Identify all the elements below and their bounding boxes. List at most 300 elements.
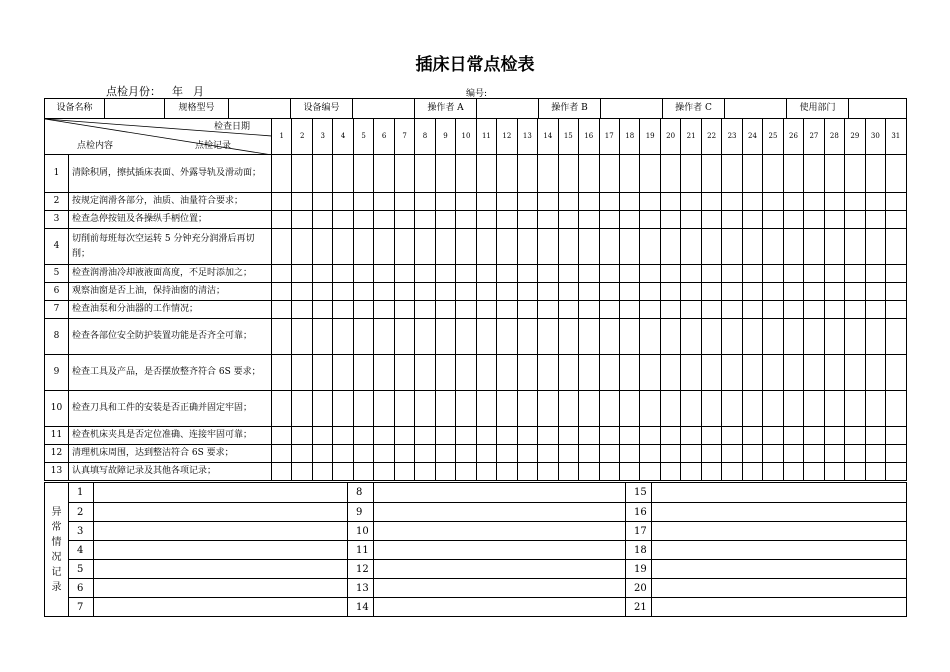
- check-cell[interactable]: [763, 301, 783, 319]
- check-cell[interactable]: [865, 155, 885, 193]
- check-cell[interactable]: [292, 445, 312, 463]
- operator-b-field[interactable]: [601, 99, 663, 119]
- abnormal-entry-field[interactable]: [652, 522, 907, 541]
- check-cell[interactable]: [558, 355, 578, 391]
- check-cell[interactable]: [640, 355, 660, 391]
- check-cell[interactable]: [538, 265, 558, 283]
- check-cell[interactable]: [804, 445, 824, 463]
- abnormal-entry-field[interactable]: [652, 598, 907, 617]
- check-cell[interactable]: [845, 427, 865, 445]
- check-cell[interactable]: [763, 463, 783, 481]
- check-cell[interactable]: [353, 355, 373, 391]
- check-cell[interactable]: [374, 229, 394, 265]
- check-cell[interactable]: [353, 445, 373, 463]
- abnormal-entry-field[interactable]: [94, 483, 348, 503]
- check-cell[interactable]: [353, 193, 373, 211]
- check-cell[interactable]: [579, 391, 599, 427]
- check-cell[interactable]: [435, 301, 455, 319]
- check-cell[interactable]: [722, 265, 742, 283]
- check-cell[interactable]: [415, 463, 435, 481]
- check-cell[interactable]: [824, 283, 844, 301]
- check-cell[interactable]: [415, 445, 435, 463]
- check-cell[interactable]: [865, 211, 885, 229]
- check-cell[interactable]: [701, 229, 721, 265]
- check-cell[interactable]: [415, 211, 435, 229]
- check-cell[interactable]: [394, 355, 414, 391]
- check-cell[interactable]: [722, 155, 742, 193]
- check-cell[interactable]: [660, 445, 680, 463]
- check-cell[interactable]: [312, 355, 332, 391]
- check-cell[interactable]: [722, 193, 742, 211]
- check-cell[interactable]: [272, 301, 292, 319]
- check-cell[interactable]: [517, 427, 537, 445]
- check-cell[interactable]: [804, 355, 824, 391]
- check-cell[interactable]: [353, 155, 373, 193]
- check-cell[interactable]: [640, 193, 660, 211]
- check-cell[interactable]: [742, 427, 762, 445]
- check-cell[interactable]: [292, 193, 312, 211]
- check-cell[interactable]: [579, 283, 599, 301]
- check-cell[interactable]: [538, 391, 558, 427]
- check-cell[interactable]: [476, 463, 496, 481]
- check-cell[interactable]: [845, 193, 865, 211]
- check-cell[interactable]: [579, 229, 599, 265]
- check-cell[interactable]: [415, 427, 435, 445]
- abnormal-entry-field[interactable]: [94, 579, 348, 598]
- check-cell[interactable]: [783, 445, 803, 463]
- check-cell[interactable]: [742, 155, 762, 193]
- check-cell[interactable]: [456, 445, 476, 463]
- check-cell[interactable]: [701, 463, 721, 481]
- check-cell[interactable]: [517, 355, 537, 391]
- check-cell[interactable]: [783, 193, 803, 211]
- check-cell[interactable]: [845, 155, 865, 193]
- check-cell[interactable]: [538, 319, 558, 355]
- check-cell[interactable]: [456, 463, 476, 481]
- check-cell[interactable]: [763, 211, 783, 229]
- check-cell[interactable]: [353, 229, 373, 265]
- check-cell[interactable]: [476, 427, 496, 445]
- abnormal-entry-field[interactable]: [374, 560, 626, 579]
- check-cell[interactable]: [435, 193, 455, 211]
- check-cell[interactable]: [353, 391, 373, 427]
- check-cell[interactable]: [456, 301, 476, 319]
- check-cell[interactable]: [374, 355, 394, 391]
- check-cell[interactable]: [742, 463, 762, 481]
- check-cell[interactable]: [394, 211, 414, 229]
- check-cell[interactable]: [579, 463, 599, 481]
- check-cell[interactable]: [599, 445, 619, 463]
- check-cell[interactable]: [394, 155, 414, 193]
- check-cell[interactable]: [886, 155, 906, 193]
- check-cell[interactable]: [640, 211, 660, 229]
- check-cell[interactable]: [292, 355, 312, 391]
- check-cell[interactable]: [599, 391, 619, 427]
- check-cell[interactable]: [435, 283, 455, 301]
- check-cell[interactable]: [783, 391, 803, 427]
- check-cell[interactable]: [619, 229, 639, 265]
- check-cell[interactable]: [558, 319, 578, 355]
- check-cell[interactable]: [435, 229, 455, 265]
- check-cell[interactable]: [640, 319, 660, 355]
- check-cell[interactable]: [619, 265, 639, 283]
- check-cell[interactable]: [824, 211, 844, 229]
- check-cell[interactable]: [517, 193, 537, 211]
- check-cell[interactable]: [374, 193, 394, 211]
- check-cell[interactable]: [824, 355, 844, 391]
- check-cell[interactable]: [865, 193, 885, 211]
- check-cell[interactable]: [865, 445, 885, 463]
- check-cell[interactable]: [333, 265, 353, 283]
- check-cell[interactable]: [312, 391, 332, 427]
- check-cell[interactable]: [435, 155, 455, 193]
- check-cell[interactable]: [476, 319, 496, 355]
- device-name-field[interactable]: [105, 99, 165, 119]
- abnormal-entry-field[interactable]: [94, 598, 348, 617]
- abnormal-entry-field[interactable]: [374, 541, 626, 560]
- check-cell[interactable]: [865, 427, 885, 445]
- check-cell[interactable]: [497, 229, 517, 265]
- check-cell[interactable]: [640, 155, 660, 193]
- check-cell[interactable]: [763, 283, 783, 301]
- check-cell[interactable]: [824, 301, 844, 319]
- check-cell[interactable]: [353, 427, 373, 445]
- check-cell[interactable]: [660, 355, 680, 391]
- check-cell[interactable]: [497, 211, 517, 229]
- abnormal-entry-field[interactable]: [94, 503, 348, 522]
- check-cell[interactable]: [722, 229, 742, 265]
- check-cell[interactable]: [681, 391, 701, 427]
- check-cell[interactable]: [599, 229, 619, 265]
- check-cell[interactable]: [538, 193, 558, 211]
- check-cell[interactable]: [681, 229, 701, 265]
- check-cell[interactable]: [292, 265, 312, 283]
- check-cell[interactable]: [272, 391, 292, 427]
- check-cell[interactable]: [701, 193, 721, 211]
- check-cell[interactable]: [497, 155, 517, 193]
- check-cell[interactable]: [681, 155, 701, 193]
- check-cell[interactable]: [783, 319, 803, 355]
- check-cell[interactable]: [312, 211, 332, 229]
- check-cell[interactable]: [886, 427, 906, 445]
- check-cell[interactable]: [374, 301, 394, 319]
- check-cell[interactable]: [292, 391, 312, 427]
- abnormal-entry-field[interactable]: [652, 483, 907, 503]
- check-cell[interactable]: [517, 283, 537, 301]
- model-field[interactable]: [229, 99, 291, 119]
- check-cell[interactable]: [353, 265, 373, 283]
- check-cell[interactable]: [660, 301, 680, 319]
- check-cell[interactable]: [538, 211, 558, 229]
- check-cell[interactable]: [374, 319, 394, 355]
- check-cell[interactable]: [415, 355, 435, 391]
- check-cell[interactable]: [619, 211, 639, 229]
- check-cell[interactable]: [558, 265, 578, 283]
- check-cell[interactable]: [742, 211, 762, 229]
- check-cell[interactable]: [824, 155, 844, 193]
- check-cell[interactable]: [517, 391, 537, 427]
- check-cell[interactable]: [599, 355, 619, 391]
- check-cell[interactable]: [763, 427, 783, 445]
- check-cell[interactable]: [456, 283, 476, 301]
- check-cell[interactable]: [845, 463, 865, 481]
- check-cell[interactable]: [886, 211, 906, 229]
- check-cell[interactable]: [804, 193, 824, 211]
- check-cell[interactable]: [476, 229, 496, 265]
- check-cell[interactable]: [476, 193, 496, 211]
- abnormal-entry-field[interactable]: [374, 483, 626, 503]
- check-cell[interactable]: [763, 319, 783, 355]
- check-cell[interactable]: [824, 319, 844, 355]
- check-cell[interactable]: [558, 427, 578, 445]
- check-cell[interactable]: [886, 463, 906, 481]
- check-cell[interactable]: [415, 265, 435, 283]
- device-no-field[interactable]: [353, 99, 415, 119]
- check-cell[interactable]: [517, 211, 537, 229]
- check-cell[interactable]: [538, 355, 558, 391]
- check-cell[interactable]: [517, 445, 537, 463]
- check-cell[interactable]: [374, 283, 394, 301]
- check-cell[interactable]: [701, 391, 721, 427]
- check-cell[interactable]: [660, 283, 680, 301]
- check-cell[interactable]: [824, 193, 844, 211]
- check-cell[interactable]: [558, 211, 578, 229]
- check-cell[interactable]: [660, 265, 680, 283]
- abnormal-entry-field[interactable]: [94, 541, 348, 560]
- check-cell[interactable]: [845, 319, 865, 355]
- check-cell[interactable]: [333, 211, 353, 229]
- check-cell[interactable]: [456, 427, 476, 445]
- check-cell[interactable]: [497, 355, 517, 391]
- check-cell[interactable]: [353, 301, 373, 319]
- check-cell[interactable]: [353, 319, 373, 355]
- check-cell[interactable]: [579, 427, 599, 445]
- check-cell[interactable]: [435, 211, 455, 229]
- check-cell[interactable]: [804, 319, 824, 355]
- check-cell[interactable]: [824, 463, 844, 481]
- check-cell[interactable]: [538, 445, 558, 463]
- check-cell[interactable]: [865, 301, 885, 319]
- check-cell[interactable]: [845, 283, 865, 301]
- check-cell[interactable]: [579, 301, 599, 319]
- abnormal-entry-field[interactable]: [374, 522, 626, 541]
- check-cell[interactable]: [517, 229, 537, 265]
- check-cell[interactable]: [619, 463, 639, 481]
- check-cell[interactable]: [579, 445, 599, 463]
- check-cell[interactable]: [824, 391, 844, 427]
- check-cell[interactable]: [783, 155, 803, 193]
- check-cell[interactable]: [272, 445, 292, 463]
- check-cell[interactable]: [292, 463, 312, 481]
- check-cell[interactable]: [497, 265, 517, 283]
- check-cell[interactable]: [517, 155, 537, 193]
- check-cell[interactable]: [865, 391, 885, 427]
- check-cell[interactable]: [640, 463, 660, 481]
- check-cell[interactable]: [312, 283, 332, 301]
- check-cell[interactable]: [886, 391, 906, 427]
- check-cell[interactable]: [435, 463, 455, 481]
- check-cell[interactable]: [394, 265, 414, 283]
- check-cell[interactable]: [640, 427, 660, 445]
- check-cell[interactable]: [763, 193, 783, 211]
- check-cell[interactable]: [415, 391, 435, 427]
- check-cell[interactable]: [517, 319, 537, 355]
- check-cell[interactable]: [660, 427, 680, 445]
- check-cell[interactable]: [886, 301, 906, 319]
- check-cell[interactable]: [538, 283, 558, 301]
- check-cell[interactable]: [272, 319, 292, 355]
- check-cell[interactable]: [599, 211, 619, 229]
- check-cell[interactable]: [742, 355, 762, 391]
- check-cell[interactable]: [701, 301, 721, 319]
- check-cell[interactable]: [415, 283, 435, 301]
- check-cell[interactable]: [333, 193, 353, 211]
- check-cell[interactable]: [783, 211, 803, 229]
- check-cell[interactable]: [312, 319, 332, 355]
- check-cell[interactable]: [456, 391, 476, 427]
- abnormal-entry-field[interactable]: [652, 503, 907, 522]
- check-cell[interactable]: [865, 319, 885, 355]
- check-cell[interactable]: [660, 229, 680, 265]
- check-cell[interactable]: [374, 155, 394, 193]
- abnormal-entry-field[interactable]: [374, 579, 626, 598]
- check-cell[interactable]: [886, 193, 906, 211]
- check-cell[interactable]: [497, 319, 517, 355]
- check-cell[interactable]: [722, 427, 742, 445]
- check-cell[interactable]: [763, 229, 783, 265]
- check-cell[interactable]: [701, 265, 721, 283]
- check-cell[interactable]: [681, 463, 701, 481]
- check-cell[interactable]: [701, 155, 721, 193]
- check-cell[interactable]: [497, 463, 517, 481]
- operator-a-field[interactable]: [477, 99, 539, 119]
- check-cell[interactable]: [722, 283, 742, 301]
- check-cell[interactable]: [538, 229, 558, 265]
- check-cell[interactable]: [374, 427, 394, 445]
- check-cell[interactable]: [599, 283, 619, 301]
- check-cell[interactable]: [783, 427, 803, 445]
- check-cell[interactable]: [722, 445, 742, 463]
- check-cell[interactable]: [312, 155, 332, 193]
- check-cell[interactable]: [333, 155, 353, 193]
- check-cell[interactable]: [456, 355, 476, 391]
- check-cell[interactable]: [804, 427, 824, 445]
- check-cell[interactable]: [865, 463, 885, 481]
- check-cell[interactable]: [415, 301, 435, 319]
- check-cell[interactable]: [394, 391, 414, 427]
- check-cell[interactable]: [353, 463, 373, 481]
- check-cell[interactable]: [599, 155, 619, 193]
- check-cell[interactable]: [312, 445, 332, 463]
- check-cell[interactable]: [333, 319, 353, 355]
- check-cell[interactable]: [312, 427, 332, 445]
- check-cell[interactable]: [272, 463, 292, 481]
- check-cell[interactable]: [804, 229, 824, 265]
- check-cell[interactable]: [845, 301, 865, 319]
- check-cell[interactable]: [415, 319, 435, 355]
- check-cell[interactable]: [476, 265, 496, 283]
- check-cell[interactable]: [394, 229, 414, 265]
- check-cell[interactable]: [497, 283, 517, 301]
- check-cell[interactable]: [394, 301, 414, 319]
- check-cell[interactable]: [640, 283, 660, 301]
- check-cell[interactable]: [640, 445, 660, 463]
- check-cell[interactable]: [558, 155, 578, 193]
- check-cell[interactable]: [374, 445, 394, 463]
- check-cell[interactable]: [865, 265, 885, 283]
- check-cell[interactable]: [742, 193, 762, 211]
- check-cell[interactable]: [456, 229, 476, 265]
- check-cell[interactable]: [804, 155, 824, 193]
- check-cell[interactable]: [435, 445, 455, 463]
- check-cell[interactable]: [804, 391, 824, 427]
- check-cell[interactable]: [742, 229, 762, 265]
- check-cell[interactable]: [333, 427, 353, 445]
- check-cell[interactable]: [722, 355, 742, 391]
- check-cell[interactable]: [476, 301, 496, 319]
- check-cell[interactable]: [804, 211, 824, 229]
- abnormal-entry-field[interactable]: [94, 560, 348, 579]
- check-cell[interactable]: [538, 155, 558, 193]
- check-cell[interactable]: [394, 319, 414, 355]
- check-cell[interactable]: [394, 283, 414, 301]
- check-cell[interactable]: [845, 355, 865, 391]
- check-cell[interactable]: [292, 211, 312, 229]
- check-cell[interactable]: [579, 155, 599, 193]
- check-cell[interactable]: [681, 283, 701, 301]
- check-cell[interactable]: [804, 283, 824, 301]
- department-field[interactable]: [849, 99, 907, 119]
- abnormal-entry-field[interactable]: [374, 503, 626, 522]
- check-cell[interactable]: [845, 391, 865, 427]
- check-cell[interactable]: [681, 211, 701, 229]
- check-cell[interactable]: [579, 193, 599, 211]
- check-cell[interactable]: [538, 427, 558, 445]
- check-cell[interactable]: [476, 391, 496, 427]
- check-cell[interactable]: [742, 301, 762, 319]
- check-cell[interactable]: [476, 211, 496, 229]
- check-cell[interactable]: [640, 301, 660, 319]
- check-cell[interactable]: [394, 445, 414, 463]
- check-cell[interactable]: [619, 193, 639, 211]
- check-cell[interactable]: [517, 265, 537, 283]
- check-cell[interactable]: [272, 211, 292, 229]
- check-cell[interactable]: [763, 445, 783, 463]
- check-cell[interactable]: [374, 391, 394, 427]
- check-cell[interactable]: [722, 211, 742, 229]
- check-cell[interactable]: [619, 155, 639, 193]
- abnormal-entry-field[interactable]: [652, 541, 907, 560]
- check-cell[interactable]: [497, 301, 517, 319]
- abnormal-entry-field[interactable]: [374, 598, 626, 617]
- check-cell[interactable]: [701, 283, 721, 301]
- check-cell[interactable]: [824, 265, 844, 283]
- check-cell[interactable]: [292, 283, 312, 301]
- check-cell[interactable]: [742, 391, 762, 427]
- check-cell[interactable]: [272, 265, 292, 283]
- check-cell[interactable]: [640, 265, 660, 283]
- check-cell[interactable]: [579, 319, 599, 355]
- check-cell[interactable]: [681, 319, 701, 355]
- check-cell[interactable]: [783, 283, 803, 301]
- check-cell[interactable]: [394, 193, 414, 211]
- check-cell[interactable]: [538, 463, 558, 481]
- check-cell[interactable]: [701, 355, 721, 391]
- check-cell[interactable]: [292, 155, 312, 193]
- check-cell[interactable]: [640, 391, 660, 427]
- check-cell[interactable]: [476, 155, 496, 193]
- check-cell[interactable]: [660, 319, 680, 355]
